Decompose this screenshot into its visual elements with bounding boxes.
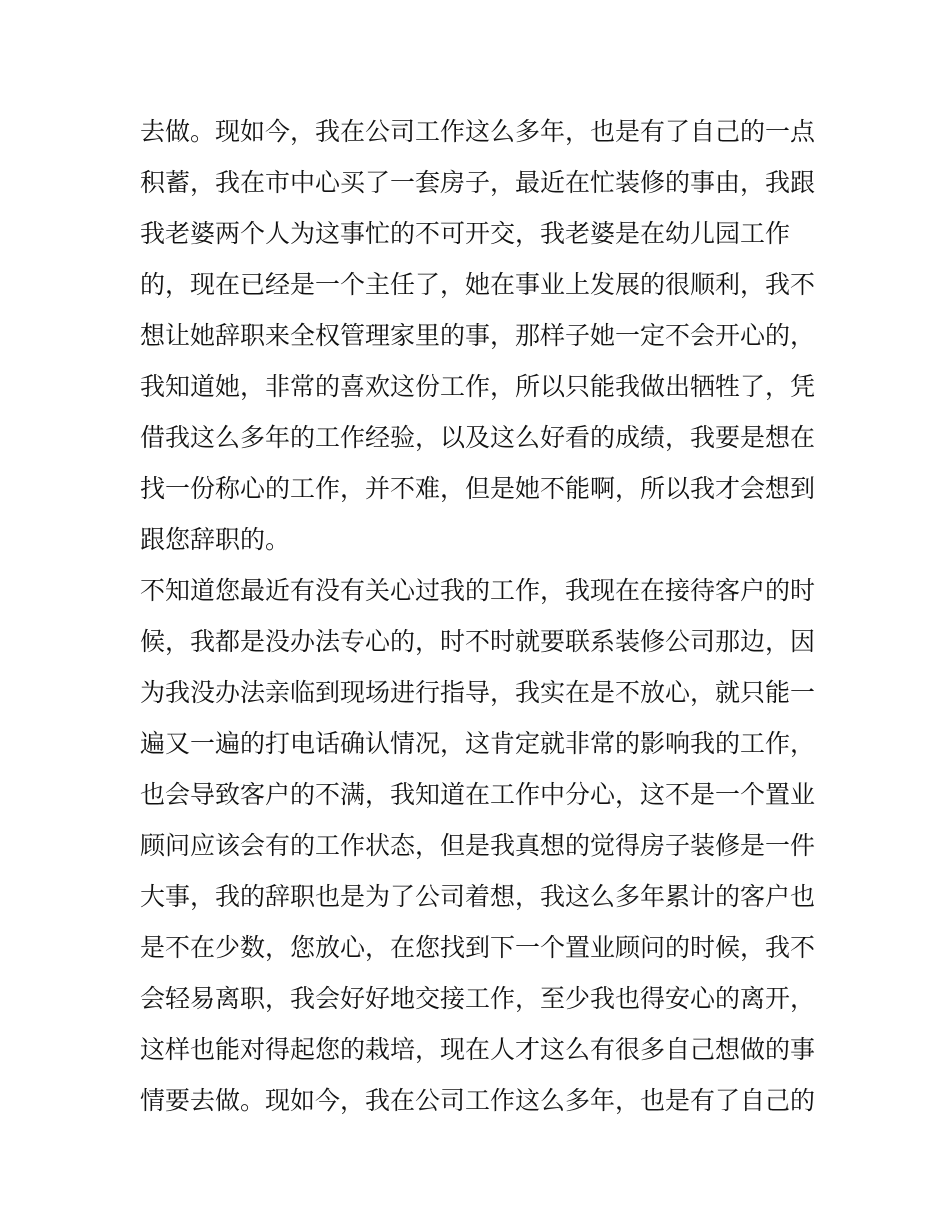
text-line: 找一份称心的工作，并不难，但是她不能啊，所以我才会想到 <box>140 474 816 503</box>
text-line: 为我没办法亲临到现场进行指导，我实在是不放心，就只能一 <box>140 678 816 707</box>
text-line: 也会导致客户的不满，我知道在工作中分心，这不是一个置业 <box>140 780 816 809</box>
text-line: 大事，我的辞职也是为了公司着想，我这么多年累计的客户也 <box>140 882 816 911</box>
text-line: 会轻易离职，我会好好地交接工作，至少我也得安心的离开， <box>140 984 816 1013</box>
text-line: 积蓄，我在市中心买了一套房子，最近在忙装修的事由，我跟 <box>140 168 816 197</box>
text-line: 顾问应该会有的工作状态，但是我真想的觉得房子装修是一件 <box>140 831 816 860</box>
text-line: 遍又一遍的打电话确认情况，这肯定就非常的影响我的工作， <box>140 729 816 758</box>
text-line: 去做。现如今，我在公司工作这么多年，也是有了自己的一点 <box>140 117 816 146</box>
text-line: 想让她辞职来全权管理家里的事，那样子她一定不会开心的， <box>140 321 816 350</box>
text-line: 我知道她，非常的喜欢这份工作，所以只能我做出牺牲了，凭 <box>140 372 816 401</box>
text-line: 候，我都是没办法专心的，时不时就要联系装修公司那边，因 <box>140 627 816 656</box>
text-line: 是不在少数，您放心，在您找到下一个置业顾问的时候，我不 <box>140 933 816 962</box>
text-line: 借我这么多年的工作经验，以及这么好看的成绩，我要是想在 <box>140 423 816 452</box>
text-line: 不知道您最近有没有关心过我的工作，我现在在接待客户的时 <box>140 576 816 605</box>
text-line: 的，现在已经是一个主任了，她在事业上发展的很顺利，我不 <box>140 270 816 299</box>
text-line: 跟您辞职的。 <box>140 525 291 554</box>
text-line: 情要去做。现如今，我在公司工作这么多年，也是有了自己的 <box>140 1086 816 1115</box>
text-line: 我老婆两个人为这事忙的不可开交，我老婆是在幼儿园工作 <box>140 219 791 248</box>
document-body <box>140 106 820 1126</box>
text-line: 这样也能对得起您的栽培，现在人才这么有很多自己想做的事 <box>140 1035 816 1064</box>
